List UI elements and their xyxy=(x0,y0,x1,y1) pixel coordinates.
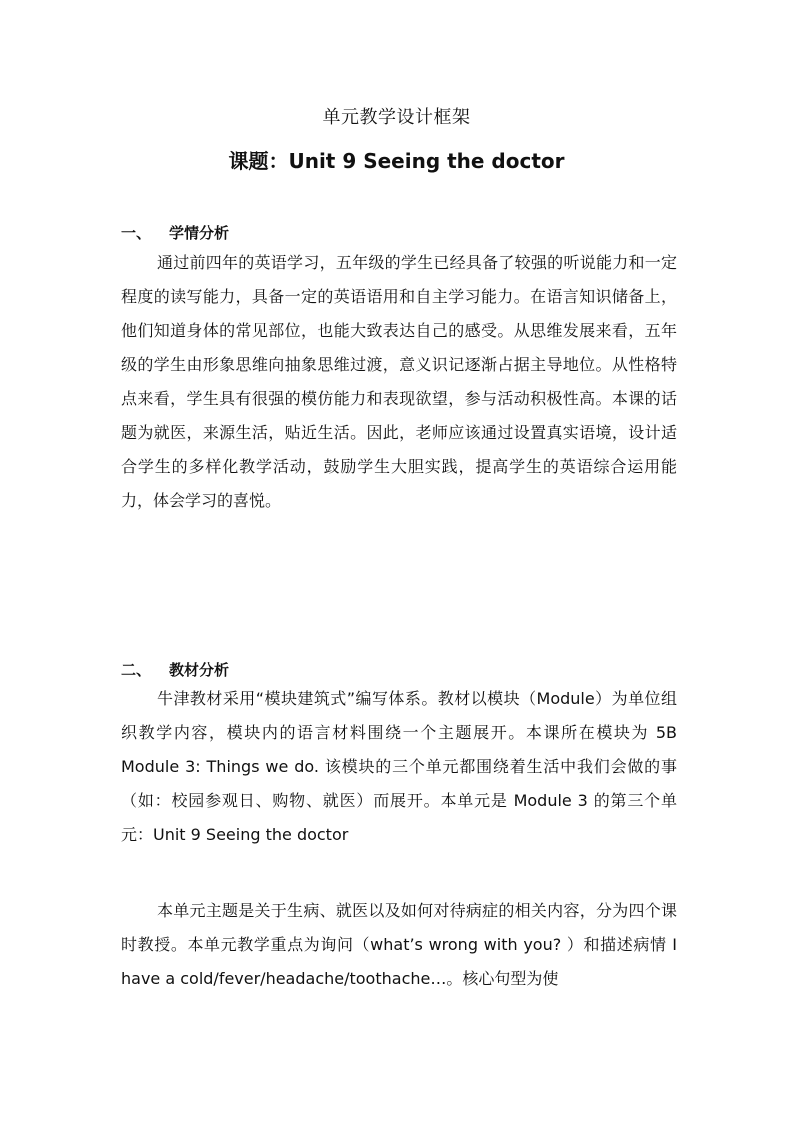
section-title: 教材分析 xyxy=(169,661,230,679)
document-title: 单元教学设计框架 xyxy=(322,107,471,128)
section-number: 一、 xyxy=(121,224,152,242)
section-heading-learner-analysis xyxy=(121,222,229,243)
section-number: 二、 xyxy=(121,661,152,679)
paragraph-textbook-analysis-1: 牛津教材采用“模块建筑式”编写体系。教材以模块（Module）为单位组织教学内容，模块内的语言材料围绕一个主题展开。本课所在模块为 5B Module 3: Things we do. 该模块的三个单元都围绕着生活中我们会做的事（如：校园参观日、购物、就医）而展开。本单元是 Module 3 的第三个单元：Unit 9 Seeing the doctor xyxy=(121,689,677,844)
section-title: 学情分析 xyxy=(169,224,230,242)
paragraph-learner-analysis: 通过前四年的英语学习，五年级的学生已经具备了较强的听说能力和一定程度的读写能力，具备一定的英语语用和自主学习能力。在语言知识储备上，他们知道身体的常见部位，也能大致表达自己的感受。从思维发展来看，五年级的学生由形象思维向抽象思维过渡，意义识记逐渐占据主导地位。从性格特点来看，学生具有很强的模仿能力和表现欲望，参与活动积极性高。本课的话题为就医，来源生活，贴近生活。因此，老师应该通过设置真实语境，设计适合学生的多样化教学活动，鼓励学生大胆实践，提高学生的英语综合运用能力，体会学习的喜悦。 xyxy=(121,253,677,510)
section-heading-textbook-analysis xyxy=(121,659,229,680)
lesson-title: 课题：Unit 9 Seeing the doctor xyxy=(228,149,565,173)
paragraph-textbook-analysis-2: 本单元主题是关于生病、就医以及如何对待病症的相关内容，分为四个课时教授。本单元教学重点为询问（what’s wrong with you? ）和描述病情 I have a cold/fever/headache/toothache…。核心句型为使 xyxy=(121,901,677,988)
